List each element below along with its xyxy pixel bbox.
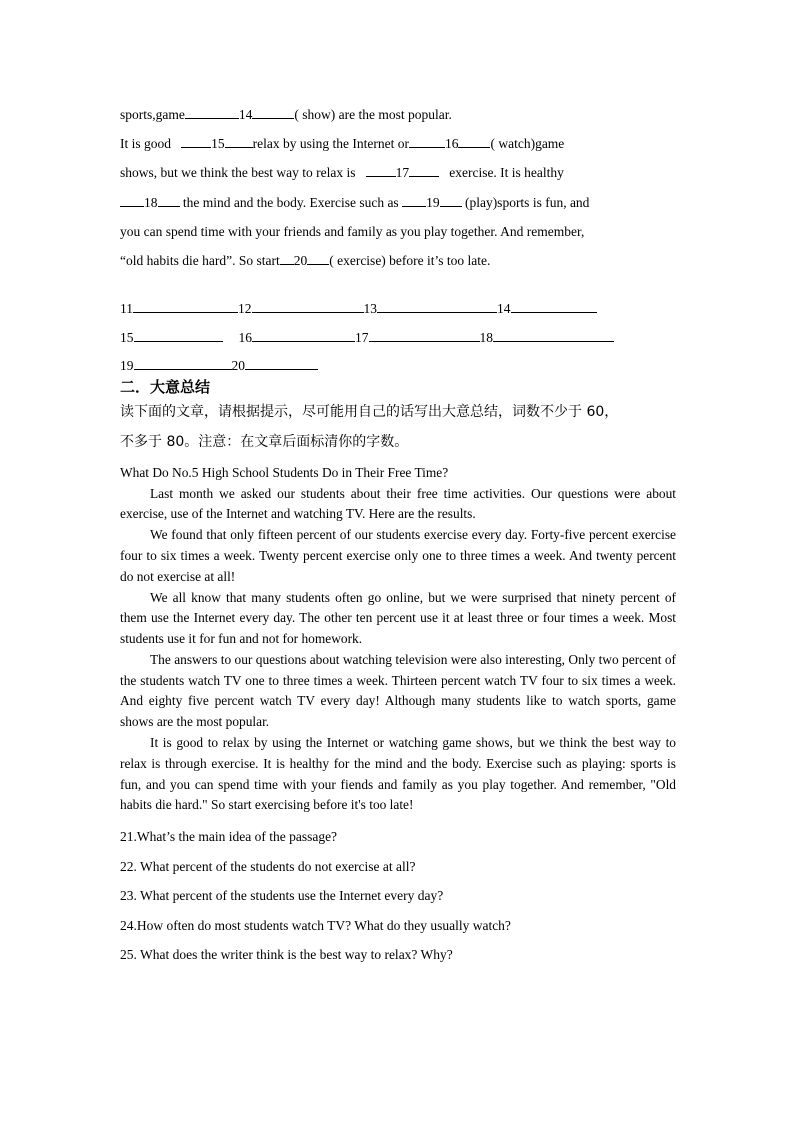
blank-line[interactable] [120, 206, 144, 207]
answer-number: 16 [238, 329, 252, 345]
answer-blank[interactable] [493, 326, 614, 342]
answer-blank[interactable] [133, 297, 238, 313]
blank-line[interactable] [440, 206, 462, 207]
passage-paragraph: We found that only fifteen percent of our students exercise every day. Forty-five percent exercise four to six times a week. Twenty percent exercise only one to three times a week. And twenty percent do not exercise at all! [120, 527, 676, 584]
blank-line[interactable] [409, 176, 439, 177]
blank-line[interactable] [458, 147, 490, 148]
blank-line[interactable] [307, 264, 329, 265]
answer-blank[interactable] [511, 297, 597, 313]
cloze-line [120, 129, 676, 158]
answer-number: 12 [238, 301, 252, 317]
answer-blank[interactable] [369, 326, 480, 342]
answer-row [120, 324, 676, 353]
question-item: 23. What percent of the students use the Internet every day? [120, 888, 444, 904]
cloze-text: ( watch)game [490, 136, 565, 152]
blank-number: 16 [444, 136, 459, 152]
question-item: 21.What’s the main idea of the passage? [120, 829, 338, 845]
answer-number: 18 [479, 329, 493, 345]
cloze-text: It is good [120, 136, 172, 152]
question-item: 22. What percent of the students do not exercise at all? [120, 858, 416, 874]
answer-blank[interactable] [377, 297, 497, 313]
reading-passage [120, 463, 676, 817]
cloze-line [120, 246, 676, 275]
answer-number: 17 [355, 329, 369, 345]
answer-number: 11 [120, 301, 133, 317]
blank-number: 15 [211, 136, 225, 152]
cloze-passage [120, 100, 676, 275]
answer-blanks [120, 295, 676, 381]
cloze-line [120, 100, 676, 129]
answer-number: 15 [120, 329, 134, 345]
cloze-text: the mind and the body. Exercise such as [182, 194, 399, 210]
answer-blank[interactable] [252, 326, 355, 342]
blank-number: 20 [293, 253, 308, 269]
answer-blank[interactable] [252, 297, 364, 313]
blank-line[interactable] [409, 147, 445, 148]
cloze-text: relax by using the Internet or [252, 136, 409, 152]
cloze-line: you can spend time with your friends and family as you play together. And remember, [120, 223, 585, 239]
blank-number: 18 [144, 194, 158, 210]
answer-blank[interactable] [245, 354, 318, 370]
question-list [120, 822, 676, 970]
cloze-text: (play)sports is fun, and [464, 194, 590, 210]
answer-number: 20 [231, 358, 245, 374]
blank-line[interactable] [185, 118, 239, 119]
blank-line[interactable] [366, 176, 396, 177]
blank-number: 19 [426, 194, 440, 210]
cloze-text: ( show) are the most popular. [294, 107, 452, 122]
cloze-line [120, 188, 676, 217]
blank-line[interactable] [225, 147, 253, 148]
blank-line[interactable] [402, 206, 426, 207]
section-title: 二．大意总结 [120, 377, 211, 396]
question-item: 25. What does the writer think is the best way to relax? Why? [120, 947, 453, 963]
cloze-text: “old habits die hard”. So start [120, 253, 280, 269]
passage-paragraph: Last month we asked our students about their free time activities. Our questions were about exercise, use of the Internet and watching TV. Here are the results. [120, 485, 676, 522]
blank-line[interactable] [181, 147, 211, 148]
answer-number: 13 [363, 301, 377, 317]
cloze-text: exercise. It is healthy [449, 165, 564, 181]
passage-paragraph: We all know that many students often go online, but we were surprised that ninety percent of them use the Internet every day. The other ten percent use it at least three or four times a week. Most students use it for fun and not for homework. [120, 589, 676, 647]
answer-blank[interactable] [134, 354, 232, 370]
answer-number: 19 [120, 358, 134, 374]
worksheet-page [120, 100, 676, 970]
answer-row [120, 295, 676, 324]
cloze-line [120, 158, 676, 187]
blank-number: 14 [238, 107, 253, 122]
blank-line[interactable] [280, 264, 294, 265]
passage-title: What Do No.5 High School Students Do in Their Free Time? [120, 464, 449, 480]
instruction-line: 不多于 80。注意：在文章后面标清你的字数。 [120, 433, 409, 450]
cloze-text: sports,game [120, 107, 185, 122]
passage-paragraph: It is good to relax by using the Internet or watching game shows, but we think the best way to relax is through exercise. It is healthy for the mind and the body. Exercise such as playing: sports is fun, and you can spend time with your fiends and family as you play together. And remember, "Old habits die hard." So start exercising before it's too late! [120, 735, 676, 813]
cloze-text: ( exercise) before it’s too late. [329, 253, 491, 269]
answer-number: 14 [497, 301, 511, 317]
question-item: 24.How often do most students watch TV? What do they usually watch? [120, 917, 511, 933]
blank-number: 17 [395, 165, 410, 181]
cloze-text: shows, but we think the best way to relax is [120, 165, 356, 181]
instruction-line: 读下面的文章，请根据提示，尽可能用自己的话写出大意总结，词数不少于 60， [120, 403, 619, 420]
passage-paragraph: The answers to our questions about watching television were also interesting, Only two percent of the students watch TV one to three times a week. Thirteen percent watch TV four to six times a week. And eighty five percent watch TV every day! Although many students like to watch sports, game shows are the most popular. [120, 651, 676, 730]
blank-line[interactable] [158, 206, 180, 207]
blank-line[interactable] [252, 118, 294, 119]
answer-blank[interactable] [134, 326, 223, 342]
